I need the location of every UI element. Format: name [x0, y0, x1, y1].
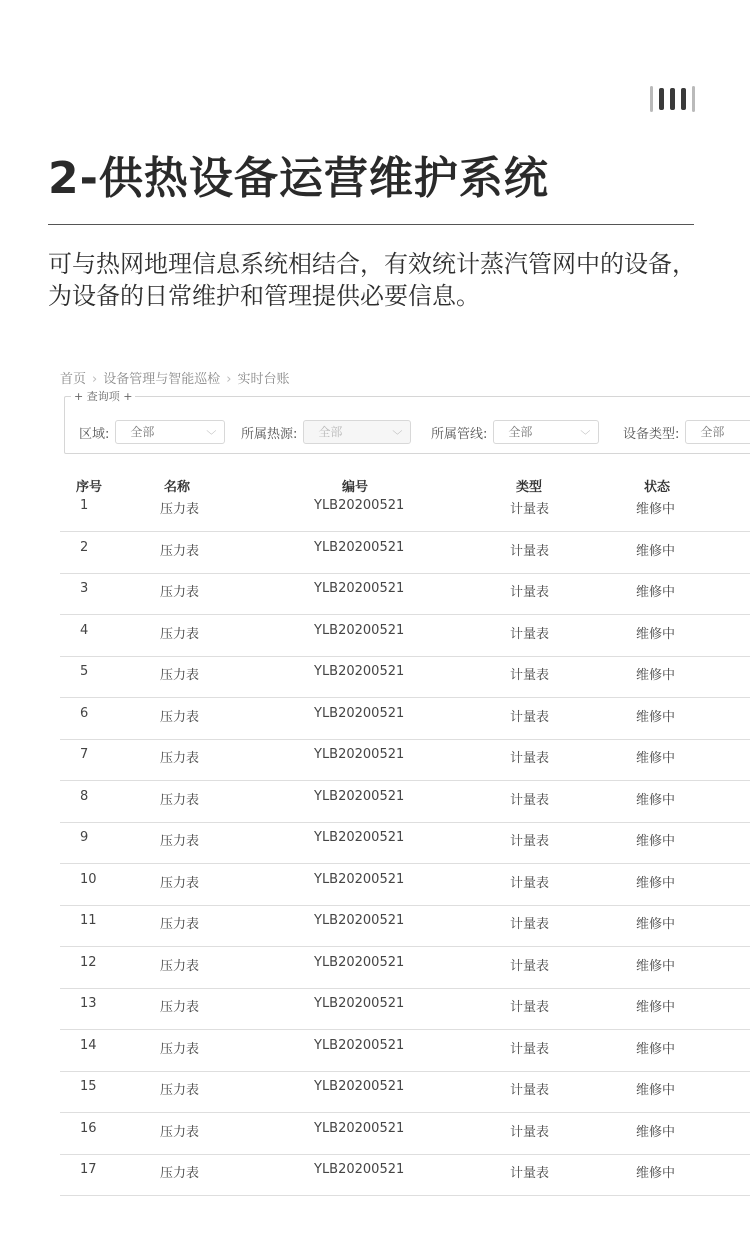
- table-row[interactable]: [60, 988, 750, 1030]
- cell-name: 压力表: [160, 751, 200, 766]
- table-row[interactable]: [60, 532, 750, 574]
- column-header-status: 状态: [644, 480, 671, 495]
- cell-status: 维修中: [636, 1041, 676, 1057]
- cell-index: 11: [80, 913, 97, 928]
- cell-type: 计量表: [510, 668, 550, 683]
- cell-code: YLB20200521: [314, 1037, 405, 1053]
- table-row[interactable]: [60, 905, 750, 947]
- cell-status: 维修中: [636, 709, 676, 725]
- cell-status: 维修中: [636, 626, 676, 642]
- cell-code: YLB20200521: [314, 1120, 405, 1136]
- cell-code: YLB20200521: [314, 1162, 405, 1177]
- table-row[interactable]: [60, 1113, 750, 1155]
- cell-index: 2: [80, 539, 89, 555]
- breadcrumb: [60, 368, 289, 387]
- cell-code: YLB20200521: [314, 996, 405, 1011]
- title-divider: [48, 224, 694, 225]
- chevron-right-icon: ›: [92, 372, 98, 387]
- cell-index: 6: [80, 705, 89, 721]
- cell-status: 维修中: [636, 502, 676, 517]
- page-description: 可与热网地理信息系统相结合，有效统计蒸汽管网中的设备，为设备的日常维护和管理提供必要信息。: [48, 250, 696, 310]
- cell-status: 维修中: [636, 834, 676, 849]
- area-select[interactable]: [115, 420, 225, 444]
- cell-type: 计量表: [510, 1000, 550, 1015]
- filter-heat-source: [241, 419, 411, 445]
- cell-code: YLB20200521: [314, 1079, 405, 1094]
- filter-device-type: [623, 419, 750, 445]
- table-row[interactable]: [60, 822, 750, 864]
- table-row[interactable]: [60, 1154, 750, 1196]
- filter-label: 所属管线:: [431, 426, 488, 442]
- row-divider: [60, 1195, 750, 1196]
- page-title: 2-供热设备运营维护系统: [48, 153, 549, 204]
- device-type-select[interactable]: [685, 420, 750, 444]
- table-row[interactable]: [60, 947, 750, 989]
- cell-status: 维修中: [636, 585, 676, 600]
- cell-name: 压力表: [160, 875, 200, 891]
- cell-name: 压力表: [160, 1124, 200, 1140]
- filter-area: [79, 419, 225, 445]
- cell-type: 计量表: [510, 917, 550, 932]
- chevron-down-icon: ﹀: [580, 431, 591, 442]
- pipeline-select[interactable]: [493, 420, 599, 444]
- cell-index: 7: [80, 747, 89, 762]
- cell-name: 压力表: [160, 585, 200, 600]
- cell-name: 压力表: [160, 917, 200, 932]
- cell-index: 13: [80, 996, 97, 1011]
- cell-code: YLB20200521: [314, 498, 405, 513]
- cell-type: 计量表: [510, 1083, 550, 1098]
- table-row[interactable]: [60, 698, 750, 740]
- breadcrumb-ledger: 实时台账: [237, 372, 290, 387]
- breadcrumb-home[interactable]: 首页: [60, 372, 87, 387]
- table-row[interactable]: [60, 573, 750, 615]
- cell-status: 维修中: [636, 1166, 676, 1181]
- cell-code: YLB20200521: [314, 664, 405, 679]
- cell-type: 计量表: [510, 958, 550, 974]
- chevron-down-icon: ﹀: [206, 431, 217, 442]
- chevron-down-icon: ﹀: [392, 431, 403, 442]
- cell-index: 1: [80, 498, 89, 513]
- cell-name: 压力表: [160, 502, 200, 517]
- cell-status: 维修中: [636, 875, 676, 891]
- cell-code: YLB20200521: [314, 539, 405, 555]
- table-row[interactable]: [60, 615, 750, 657]
- cell-code: YLB20200521: [314, 747, 405, 762]
- cell-name: 压力表: [160, 1000, 200, 1015]
- cell-code: YLB20200521: [314, 581, 405, 596]
- cell-code: YLB20200521: [314, 954, 405, 970]
- filter-pipeline: [431, 419, 599, 445]
- chevron-right-icon: ›: [226, 372, 232, 387]
- cell-type: 计量表: [510, 543, 550, 559]
- table-row[interactable]: [60, 656, 750, 698]
- cell-type: 计量表: [510, 834, 550, 849]
- cell-type: 计量表: [510, 1124, 550, 1140]
- select-value: 全部: [318, 425, 343, 439]
- cell-name: 压力表: [160, 709, 200, 725]
- cell-name: 压力表: [160, 958, 200, 974]
- cell-status: 维修中: [636, 917, 676, 932]
- cell-type: 计量表: [510, 1166, 550, 1181]
- cell-code: YLB20200521: [314, 830, 405, 845]
- cell-code: YLB20200521: [314, 913, 405, 928]
- bars-logo-icon: [650, 86, 696, 112]
- cell-index: 17: [80, 1162, 97, 1177]
- table-row[interactable]: [60, 739, 750, 781]
- cell-status: 维修中: [636, 1000, 676, 1015]
- cell-index: 12: [80, 954, 97, 970]
- cell-name: 压力表: [160, 1041, 200, 1057]
- cell-index: 9: [80, 830, 89, 845]
- cell-name: 压力表: [160, 792, 200, 808]
- select-value: 全部: [130, 425, 155, 439]
- cell-type: 计量表: [510, 502, 550, 517]
- table-row[interactable]: [60, 864, 750, 906]
- cell-index: 15: [80, 1079, 97, 1094]
- cell-type: 计量表: [510, 875, 550, 891]
- column-header-type: 类型: [516, 480, 543, 495]
- app-screenshot: [60, 362, 750, 1212]
- query-panel: [64, 390, 750, 454]
- cell-index: 14: [80, 1037, 97, 1053]
- cell-status: 维修中: [636, 792, 676, 808]
- cell-name: 压力表: [160, 543, 200, 559]
- cell-name: 压力表: [160, 626, 200, 642]
- cell-status: 维修中: [636, 543, 676, 559]
- cell-index: 8: [80, 788, 89, 804]
- cell-type: 计量表: [510, 585, 550, 600]
- filter-label: 区域:: [79, 426, 110, 442]
- column-header-index: 序号: [76, 480, 103, 495]
- cell-index: 5: [80, 664, 89, 679]
- table-row[interactable]: [60, 781, 750, 823]
- heat-source-select[interactable]: [303, 420, 411, 444]
- cell-code: YLB20200521: [314, 871, 405, 887]
- cell-type: 计量表: [510, 709, 550, 725]
- cell-code: YLB20200521: [314, 622, 405, 638]
- cell-type: 计量表: [510, 1041, 550, 1057]
- cell-index: 3: [80, 581, 89, 596]
- cell-type: 计量表: [510, 751, 550, 766]
- cell-type: 计量表: [510, 792, 550, 808]
- cell-status: 维修中: [636, 751, 676, 766]
- cell-index: 4: [80, 622, 89, 638]
- filter-label: 设备类型:: [623, 426, 680, 442]
- filter-label: 所属热源:: [241, 426, 298, 442]
- cell-status: 维修中: [636, 668, 676, 683]
- table-row[interactable]: [60, 490, 750, 532]
- cell-status: 维修中: [636, 958, 676, 974]
- breadcrumb-equipment[interactable]: 设备管理与智能巡检: [103, 372, 221, 387]
- cell-name: 压力表: [160, 834, 200, 849]
- cell-name: 压力表: [160, 1083, 200, 1098]
- column-header-code: 编号: [342, 480, 369, 495]
- cell-code: YLB20200521: [314, 788, 405, 804]
- cell-type: 计量表: [510, 626, 550, 642]
- cell-name: 压力表: [160, 1166, 200, 1181]
- column-header-name: 名称: [164, 480, 191, 495]
- cell-index: 16: [80, 1120, 97, 1136]
- table-row[interactable]: [60, 1071, 750, 1113]
- select-value: 全部: [700, 425, 725, 439]
- cell-index: 10: [80, 871, 97, 887]
- table-row[interactable]: [60, 1030, 750, 1072]
- cell-name: 压力表: [160, 668, 200, 683]
- query-legend[interactable]: + 查询项 +: [71, 388, 135, 404]
- cell-code: YLB20200521: [314, 705, 405, 721]
- select-value: 全部: [508, 425, 533, 439]
- cell-status: 维修中: [636, 1083, 676, 1098]
- cell-status: 维修中: [636, 1124, 676, 1140]
